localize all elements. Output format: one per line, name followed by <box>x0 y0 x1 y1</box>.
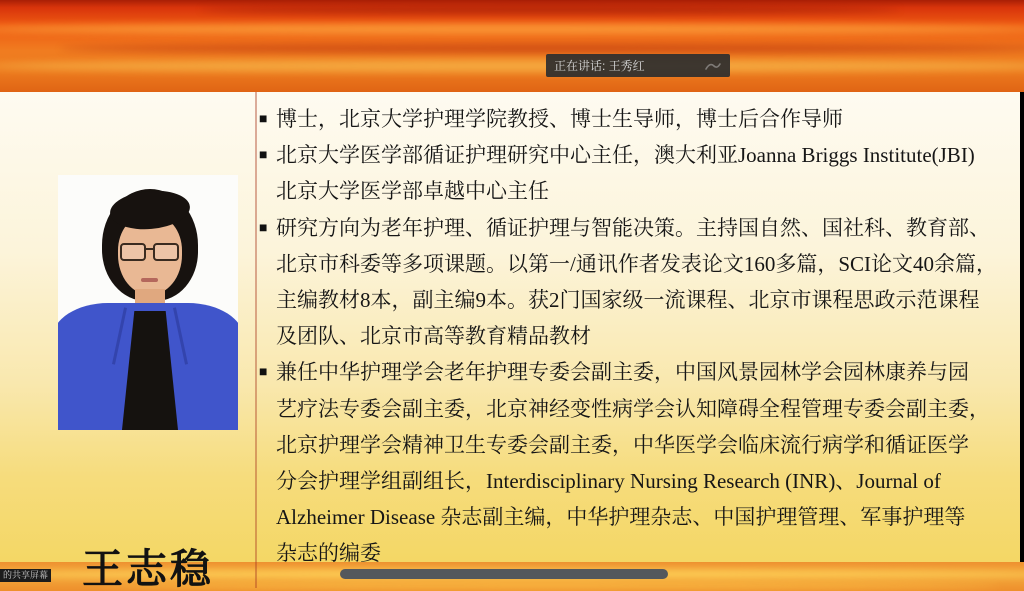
cloud-streak <box>0 24 1024 34</box>
bio-line <box>259 427 1019 463</box>
bio-line <box>259 173 1019 209</box>
bio-line <box>259 499 1019 535</box>
bullet-square-icon: ■ <box>259 148 268 164</box>
bio-line-text: 北京大学医学部卓越中心主任 <box>276 179 549 204</box>
bio-line <box>259 210 1019 246</box>
now-speaking-label: 正在讲话: 王秀红 <box>554 59 645 73</box>
bio-line <box>259 318 1019 354</box>
portrait-glasses-left-lens <box>120 243 146 261</box>
bio-line-text: 及团队、北京市高等教育精品教材 <box>276 324 591 349</box>
bio-line-text: 兼任中华护理学会老年护理专委会副主委，中国风景园林学会园林康养与园 <box>276 360 969 385</box>
bullet-square-icon: ■ <box>259 365 268 381</box>
bio-line <box>259 137 1019 173</box>
bio-line-text: 分会护理学组副组长，Interdisciplinary Nursing Research (INR)、Journal of <box>276 469 941 494</box>
bio-line-text: 研究方向为老年护理、循证护理与智能决策。主持国自然、国社科、教育部、 <box>276 215 990 240</box>
shared-screen-badge: 的共享屏幕 <box>0 569 51 582</box>
bio-line-text: 艺疗法专委会副主委，北京神经变性病学会认知障碍全程管理专委会副主委， <box>276 396 990 421</box>
bio-line <box>259 535 1019 571</box>
bio-line-text: 博士，北京大学护理学院教授、博士生导师，博士后合作导师 <box>276 107 843 131</box>
bullet-square-icon: ■ <box>259 220 268 236</box>
bio-text-block <box>259 101 1019 572</box>
bio-line <box>259 101 1019 137</box>
cloud-streak <box>0 60 1024 72</box>
bio-line <box>259 354 1019 390</box>
bio-line <box>259 282 1019 318</box>
bullet-square-icon: ■ <box>259 112 268 127</box>
bio-line-text: Alzheimer Disease 杂志副主编，中华护理杂志、中国护理管理、军事护理等 <box>276 505 966 530</box>
cloud-streak <box>200 6 900 13</box>
bio-line <box>259 391 1019 427</box>
bio-line-text: 北京护理学会精神卫生专委会副主委，中华医学会临床流行病学和循证医学 <box>276 432 969 457</box>
bio-line <box>259 463 1019 499</box>
cloud-streak <box>60 44 1024 53</box>
audio-wave-icon <box>704 60 722 72</box>
bio-line-text: 北京市科委等多项课题。以第一/通讯作者发表论文160多篇，SCI论文40余篇， <box>276 251 998 276</box>
bio-line <box>259 246 1019 282</box>
slide-column-divider <box>255 92 257 588</box>
bio-line-text: 主编教材8本，副主编9本。获2门国家级一流课程、北京市课程思政示范课程 <box>276 288 980 313</box>
speaker-name: 王志稳 <box>82 546 214 591</box>
portrait-glasses-bridge <box>144 248 153 250</box>
now-speaking-indicator <box>546 54 730 77</box>
portrait-glasses-right-lens <box>153 243 179 261</box>
speaker-portrait-photo <box>58 175 238 430</box>
horizontal-scrollbar-thumb[interactable] <box>340 569 668 579</box>
bio-line-text: 杂志的编委 <box>276 541 381 566</box>
portrait-mouth <box>141 278 158 282</box>
bio-line-text: 北京大学医学部循证护理研究中心主任，澳大利亚Joanna Briggs Institute(JBI) <box>276 143 975 168</box>
sunset-sky-top <box>0 0 1024 92</box>
